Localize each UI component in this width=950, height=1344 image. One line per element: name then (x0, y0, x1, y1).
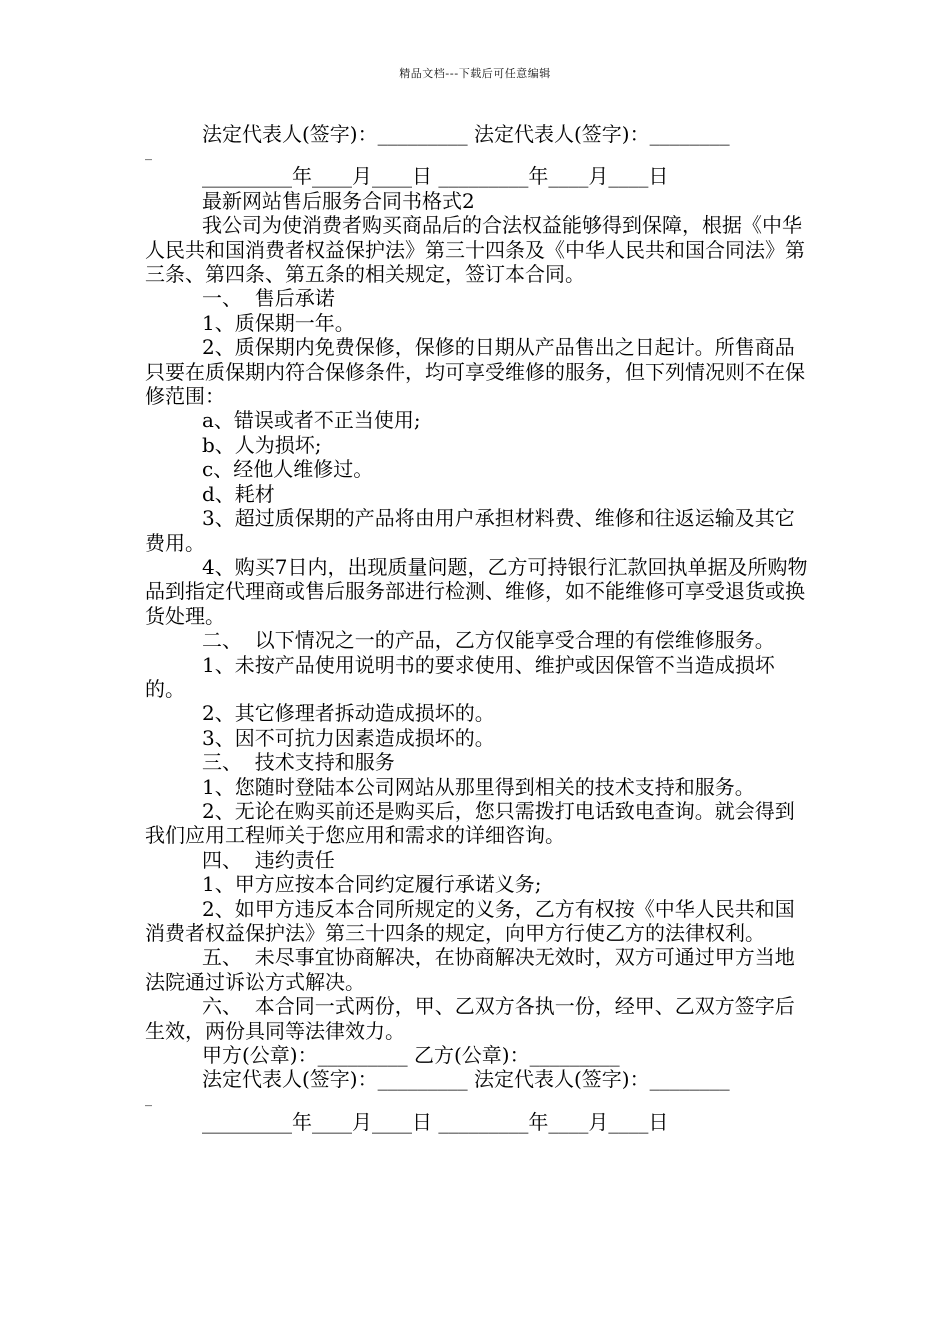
list-item: d、耗材 (202, 481, 275, 506)
section-heading: 六、 本合同一式两份，甲、乙双方各执一份，经甲、乙双方签字后生效，两份具同等法律效力。 (145, 994, 795, 1043)
bottom-signature-tail: _ (145, 1090, 152, 1107)
paragraph: 2、其它修理者拆动造成损坏的。 (202, 701, 495, 726)
section-heading: 三、 技术支持和服务 (202, 750, 395, 775)
top-date-line: _________年____月____日 _________年____月____日 (202, 164, 669, 189)
paragraph: 1、未按产品使用说明书的要求使用、维护或因保管不当造成损坏的。 (145, 652, 775, 701)
paragraph: 2、如甲方违反本合同所规定的义务，乙方有权按《中华人民共和国消费者权益保护法》第三十四条的规定，向甲方行使乙方的法律权利。 (145, 896, 795, 945)
list-item: c、经他人维修过。 (202, 457, 374, 482)
paragraph: 1、质保期一年。 (202, 310, 355, 335)
paragraph: 2、无论在购买前还是购买后，您只需拨打电话致电查询。就会得到我们应用工程师关于您应用和需求的详细咨询。 (145, 798, 795, 848)
seal-line: 甲方(公章)：_________ 乙方(公章)：_________ (202, 1043, 620, 1068)
paragraph: 3、超过质保期的产品将由用户承担材料费、维修和往返运输及其它费用。 (145, 506, 795, 555)
section-heading: 二、 以下情况之一的产品，乙方仅能享受合理的有偿维修服务。 (202, 628, 775, 653)
section-heading: 四、 违约责任 (202, 847, 335, 872)
section-heading: 一、 售后承诺 (202, 286, 335, 311)
paragraph: 我公司为使消费者购买商品后的合法权益能够得到保障，根据《中华人民共和国消费者权益保护法》第三十四条及《中华人民共和国合同法》第三条、第四条、第五条的相关规定，签订本合同。 (145, 213, 805, 287)
list-item: b、人为损坏; (202, 432, 322, 457)
section-heading: 五、 未尽事宜协商解决，在协商解决无效时，双方可通过甲方当地法院通过诉讼方式解决。 (145, 945, 795, 994)
top-signature-tail: _ (145, 145, 152, 162)
paragraph: 4、购买7日内，出现质量问题，乙方可持银行汇款回执单据及所购物品到指定代理商或售后服务部进行检测、维修，如不能维修可享受退货或换货处理。 (145, 554, 808, 628)
bottom-signature-line: 法定代表人(签字)：_________ 法定代表人(签字)：________ (202, 1067, 730, 1092)
top-signature-line: 法定代表人(签字)：_________ 法定代表人(签字)：________ (202, 122, 730, 146)
contract-title: 最新网站售后服务合同书格式2 (202, 188, 475, 213)
page-header: 精品文档---下载后可任意编辑 (399, 67, 551, 80)
bottom-date-line: _________年____月____日 _________年____月____日 (202, 1109, 669, 1134)
paragraph: 3、因不可抗力因素造成损坏的。 (202, 725, 495, 750)
paragraph: 1、您随时登陆本公司网站从那里得到相关的技术支持和服务。 (202, 774, 755, 799)
document-body (145, 122, 810, 1134)
paragraph: 1、甲方应按本合同约定履行承诺义务; (202, 872, 542, 897)
paragraph: 2、质保期内免费保修，保修的日期从产品售出之日起计。所售商品只要在质保期内符合保修条件，均可享受维修的服务，但下列情况则不在保修范围： (145, 335, 805, 409)
list-item: a、错误或者不正当使用; (202, 408, 421, 433)
